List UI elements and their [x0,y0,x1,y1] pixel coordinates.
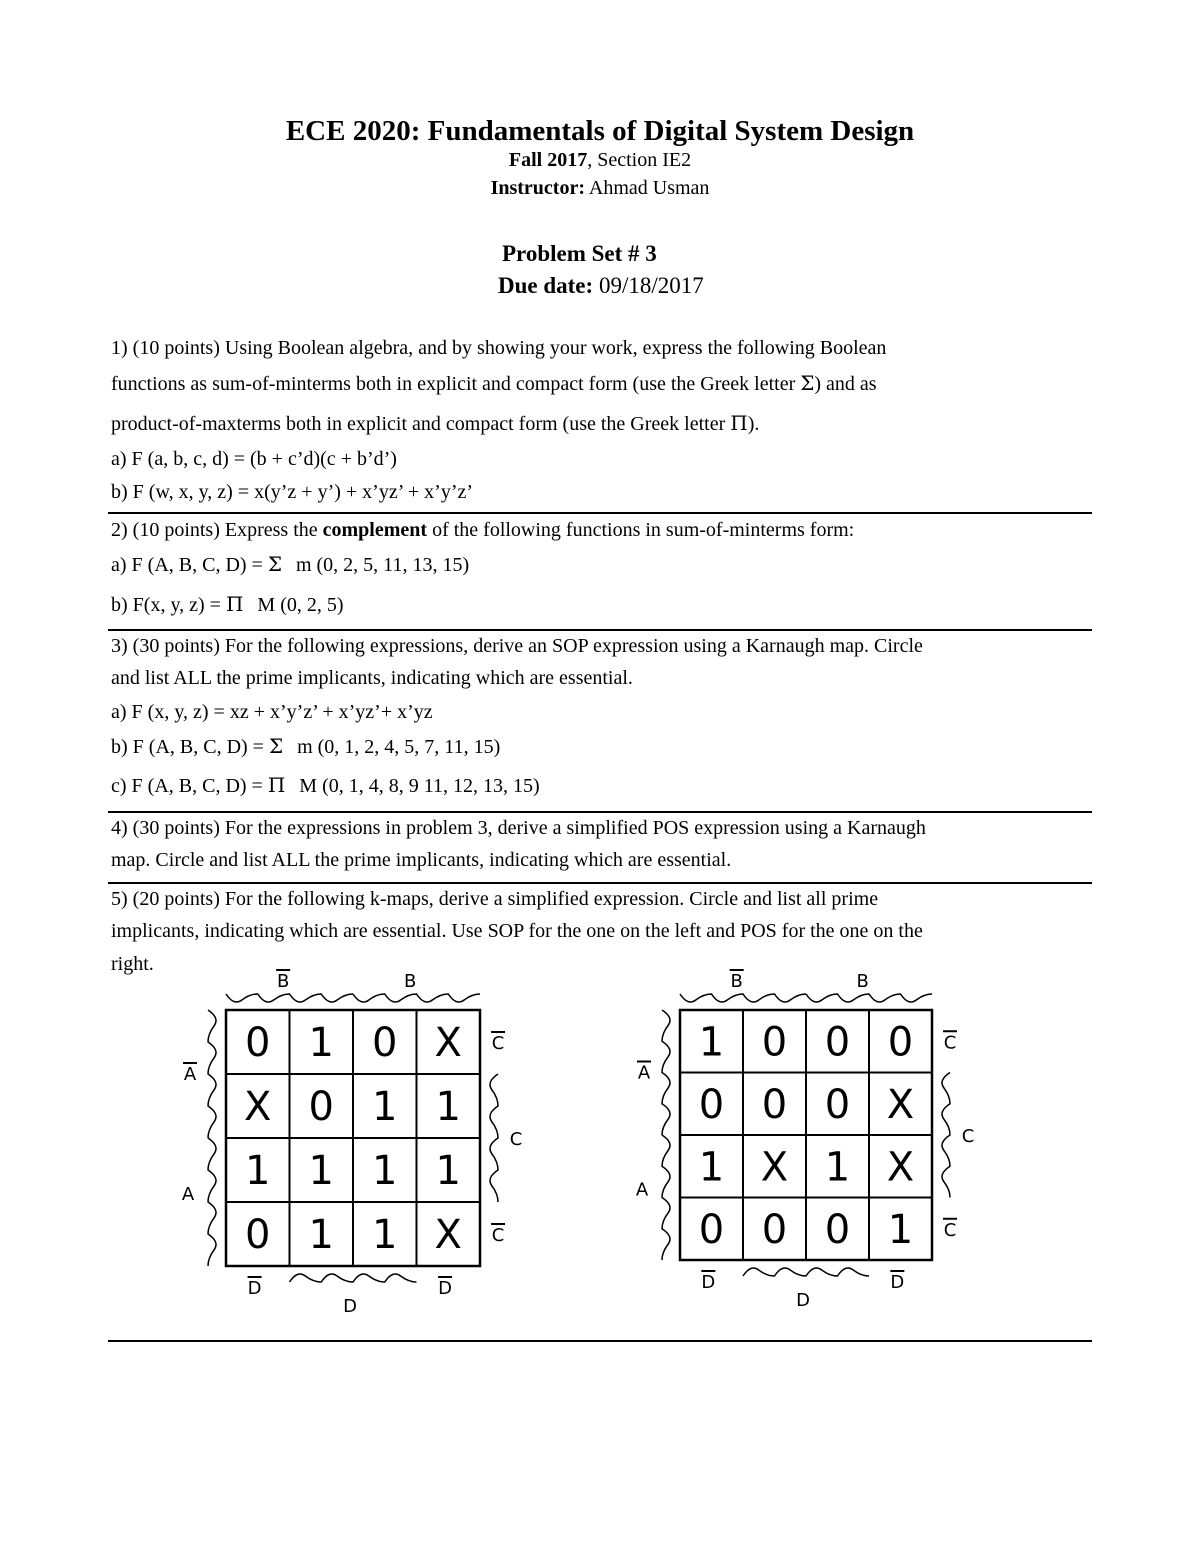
p1-line2 [111,371,877,396]
p3-line2: and list ALL the prime implicants, indicating which are essential. [111,667,633,689]
kmap-right-cell: 0 [761,1081,788,1128]
kmap-left-cell: 1 [308,1148,334,1194]
kmap-left-brace-left-top [208,1010,216,1138]
kmap-right-label-d-bar-right: D [890,1272,905,1293]
kmap-right-label-c: C [961,1126,975,1147]
pi-symbol: Π [730,411,748,435]
kmap-right-cell: 0 [761,1206,788,1253]
p3-b-rhs: m (0, 1, 2, 4, 5, 7, 11, 15) [297,736,501,758]
kmap-right-brace-right [942,1073,950,1198]
kmap-right-cell: 0 [698,1081,725,1128]
pi-symbol: Π [267,773,286,797]
kmap-right-label-a-bar: A [637,1062,651,1084]
p2-part-a [111,552,469,577]
p3-part-a: a) F (x, y, z) = xz + x’y’z’ + x’yz’+ x’yz [111,701,433,723]
kmap-left-label-c-bar-bottom: C [491,1225,505,1246]
p3-part-b [111,734,500,759]
kmap-right-label-a: A [635,1179,649,1201]
kmap-left-cell: 1 [308,1020,334,1066]
kmap-left-label-d: D [343,1296,357,1317]
bottom-rule [108,1340,1092,1342]
kmap-right-brace-top-left [680,994,806,1002]
p2-line1-text: 2) (10 points) Express the [111,519,323,541]
instructor-label: Instructor: [490,177,585,199]
p3-part-c [111,773,540,798]
p3-c-rhs: M (0, 1, 4, 8, 9 11, 12, 13, 15) [299,775,540,797]
kmap-left-label-d-bar-right: D [438,1278,453,1299]
kmap-right-cell: 0 [698,1206,725,1253]
kmap-left-cell: 1 [435,1084,461,1130]
p4-line2: map. Circle and list ALL the prime implicants, indicating which are essential. [111,849,732,871]
kmap-right-cell: 0 [824,1081,851,1128]
kmap-right-brace-left-top [662,1010,670,1135]
kmap-left-label-c: C [509,1129,523,1150]
p2-line1-tail: of the following functions in sum-of-minterms form: [427,519,855,541]
kmap-left-brace-top-right [353,994,480,1002]
p1-line3-tail: ). [747,413,760,435]
kmap-left-label-a: A [181,1184,195,1205]
p1-line2-tail: ) and as [814,373,877,395]
p2-a-rhs: m (0, 2, 5, 11, 13, 15) [295,554,470,576]
kmap-left-brace-left-bottom [208,1138,216,1266]
p5-line2: implicants, indicating which are essential. Use SOP for the one on the left and POS for the one on the [111,920,923,942]
kmap-right-label-c-bar-top: C [943,1032,957,1054]
kmap-left-brace-top-left [226,994,353,1002]
divider-3 [108,811,1092,813]
sigma-symbol: Σ [267,552,282,576]
problem-set-title: Problem Set # 3 [502,241,657,266]
p2-b-lhs: b) F(x, y, z) = [111,594,226,616]
kmap-left-label-d-bar-left: D [247,1278,262,1299]
kmap-left-cell: X [434,1212,462,1258]
p2-complement: complement [322,519,428,541]
due-label: Due date: [498,273,594,298]
kmap-right-label-b-bar: B [730,971,743,992]
p2-line1 [111,518,854,542]
term-bold: Fall 2017 [508,149,588,171]
kmap-right-cell: 0 [824,1019,851,1066]
p1-line2-text: functions as sum-of-minterms both in explicit and compact form (use the Greek letter [111,373,801,395]
kmap-left-cell: X [434,1020,462,1066]
kmap-left-cell: 1 [372,1084,398,1130]
p2-a-lhs: a) F (A, B, C, D) = [111,554,268,576]
divider-1 [108,512,1092,514]
kmap-right-cell: 0 [761,1019,788,1066]
due-value: 09/18/2017 [593,273,704,298]
kmap-right-brace-left-bottom [662,1135,670,1260]
kmap-right-cell: X [886,1081,915,1128]
sigma-symbol: Σ [800,371,815,395]
kmap-left-cell: 1 [435,1148,461,1194]
kmap-left-cell: 1 [308,1212,334,1258]
pi-symbol: Π [225,592,244,616]
kmap-right-cell: X [886,1144,915,1191]
kmap-left-label-b: B [403,971,417,992]
kmap-right-label-c-bar-bottom: C [943,1219,957,1241]
p1-line3-text: product-of-maxterms both in explicit and compact form (use the Greek letter [111,413,731,435]
kmap-left-cell: X [244,1084,272,1130]
p2-part-b [111,592,344,617]
kmap-right-label-d-bar-left: D [701,1272,716,1293]
p1-line3 [111,411,759,436]
kmap-right-cell: X [760,1144,789,1191]
kmap-left-brace-bottom [290,1274,417,1282]
p5-line3: right. [111,953,154,975]
p1-part-a: a) F (a, b, c, d) = (b + c’d)(c + b’d’) [111,448,397,470]
kmap-right-cell: 1 [824,1144,851,1191]
kmap-right-brace-bottom [743,1268,869,1276]
kmap-left-cell: 0 [245,1212,271,1258]
kmap-right-cell: 0 [887,1019,914,1066]
divider-4 [108,882,1092,884]
instructor-name: Ahmad Usman [585,177,710,199]
kmap-right-cell: 1 [698,1019,725,1066]
term-section: , Section IE2 [587,149,692,171]
kmap-left-brace-right [490,1074,498,1202]
course-title: ECE 2020: Fundamentals of Digital System Design [285,115,915,147]
p5-line1: 5) (20 points) For the following k-maps, derive a simplified expression. Circle and list all prime [111,888,879,910]
kmap-left-cell: 0 [372,1020,398,1066]
kmap-right-label-d: D [796,1290,810,1311]
kmap-left-label-a-bar: A [183,1064,197,1085]
p1-line1: 1) (10 points) Using Boolean algebra, and by showing your work, express the following Boolean [111,337,887,359]
kmap-right-cell: 1 [887,1206,914,1253]
kmap-left-cell: 1 [372,1148,398,1194]
kmap-right-cell: 1 [698,1144,725,1191]
kmap-right-label-b: B [856,971,869,992]
p2-b-rhs: M (0, 2, 5) [257,594,344,616]
kmap-left-cell: 0 [245,1020,271,1066]
kmaps-figure [0,940,1200,1340]
sigma-symbol: Σ [268,734,284,758]
p3-line1: 3) (30 points) For the following expressions, derive an SOP expression using a Karnaugh map. Circle [111,635,923,657]
kmap-left-cell: 1 [245,1148,271,1194]
p3-b-lhs: b) F (A, B, C, D) = [111,736,269,758]
divider-2 [108,629,1092,631]
kmap-right-brace-top-right [806,994,932,1002]
p3-c-lhs: c) F (A, B, C, D) = [111,775,268,797]
kmap-right-cell: 0 [824,1206,851,1253]
p4-line1: 4) (30 points) For the expressions in problem 3, derive a simplified POS expression using a Karnaugh [111,817,926,839]
kmap-left-cell: 0 [308,1084,334,1130]
kmap-left-label-b-bar: B [276,971,290,992]
instructor-line [0,176,1200,200]
due-date [498,272,704,300]
kmap-left-label-c-bar-top: C [491,1033,505,1054]
kmap-left-cell: 1 [372,1212,398,1258]
p1-part-b: b) F (w, x, y, z) = x(y’z + y’) + x’yz’ + x’y’z’ [111,481,474,503]
term-line [0,148,1200,172]
